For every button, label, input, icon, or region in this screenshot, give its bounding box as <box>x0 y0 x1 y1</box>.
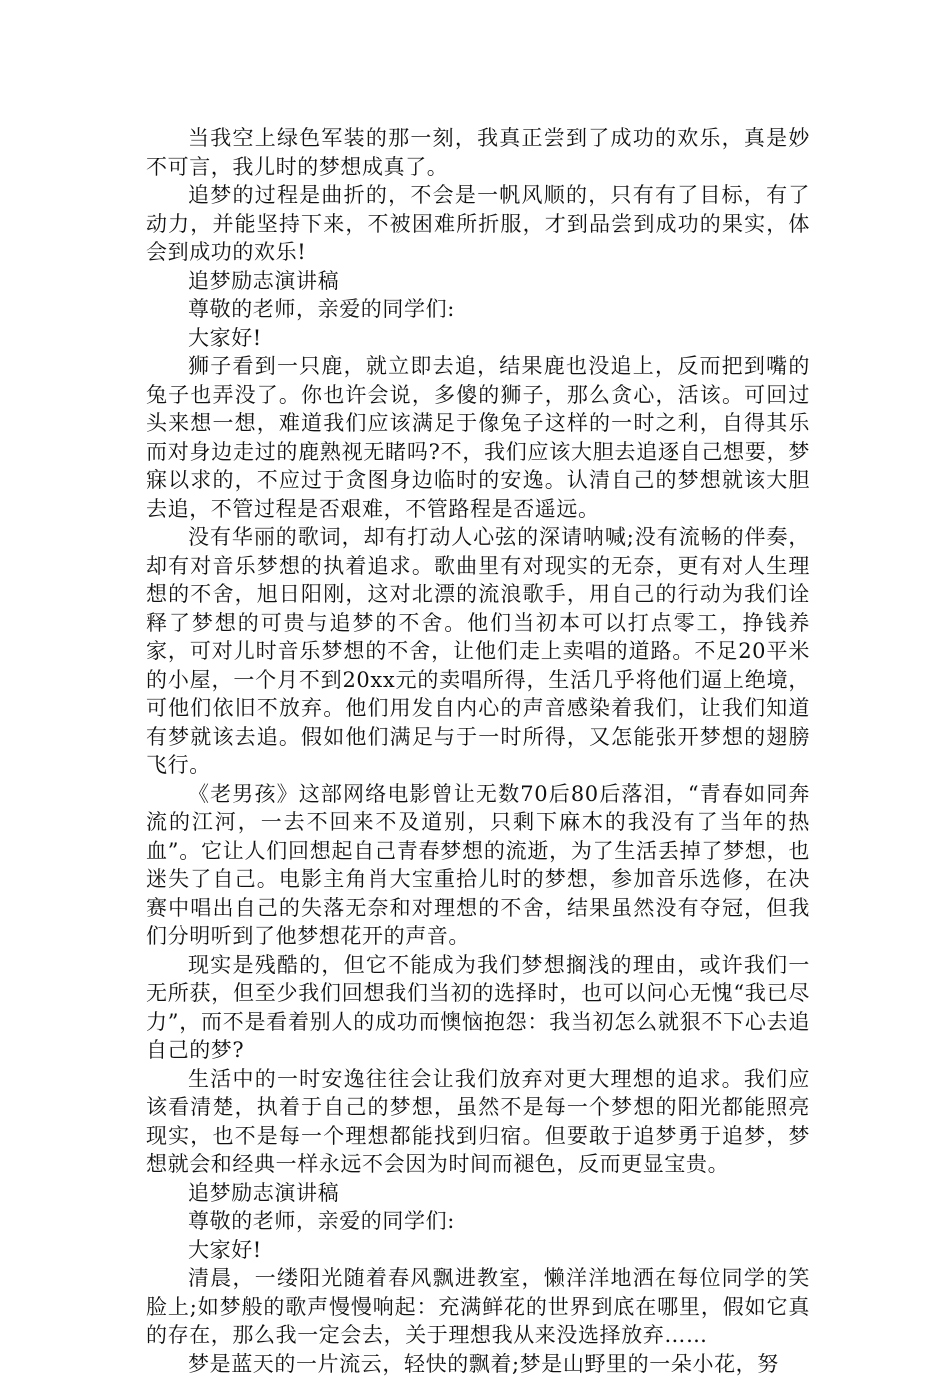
salutation: 尊敬的老师，亲爱的同学们: <box>146 1207 810 1236</box>
paragraph: 当我空上绿色军装的那一刻，我真正尝到了成功的欢乐，真是妙不可言，我儿时的梦想成真了。 <box>146 124 810 181</box>
paragraph: 梦是蓝天的一片流云，轻快的飘着;梦是山野里的一朵小花，努 <box>146 1350 810 1378</box>
paragraph: 《老男孩》这部网络电影曾让无数70后80后落泪，“青春如同奔流的江河，一去不回来不及道别，只剩下麻木的我没有了当年的热血”。它让人们回想起自己青春梦想的流逝，为了生活丢掉了梦想，也迷失了自己。电影主角肖大宝重拾儿时的梦想，参加音乐选修，在决赛中唱出自己的失落无奈和对理想的不舍，结果虽然没有夺冠，但我们分明听到了他梦想花开的声音。 <box>146 780 810 951</box>
paragraph: 生活中的一时安逸往往会让我们放弃对更大理想的追求。我们应该看清楚，执着于自己的梦想，虽然不是每一个梦想的阳光都能照亮现实，也不是每一个理想都能找到归宿。但要敢于追梦勇于追梦，梦想就会和经典一样永远不会因为时间而褪色，反而更显宝贵。 <box>146 1065 810 1179</box>
section-title: 追梦励志演讲稿 <box>146 267 810 296</box>
document-page <box>146 124 810 1378</box>
paragraph: 现实是残酷的，但它不能成为我们梦想搁浅的理由，或许我们一无所获，但至少我们回想我们当初的选择时，也可以问心无愧“我已尽力”，而不是看着别人的成功而懊恼抱怨：我当初怎么就狠不下心去追自己的梦? <box>146 951 810 1065</box>
greeting: 大家好! <box>146 1236 810 1265</box>
paragraph: 没有华丽的歌词，却有打动人心弦的深请呐喊;没有流畅的伴奏，却有对音乐梦想的执着追求。歌曲里有对现实的无奈，更有对人生理想的不舍，旭日阳刚，这对北漂的流浪歌手，用自己的行动为我们诠释了梦想的可贵与追梦的不舍。他们当初本可以打点零工，挣钱养家，可对儿时音乐梦想的不舍，让他们走上卖唱的道路。不足20平米的小屋，一个月不到20xx元的卖唱所得，生活几乎将他们逼上绝境，可他们依旧不放弃。他们用发自内心的声音感染着我们，让我们知道有梦就该去追。假如他们满足与于一时所得，又怎能张开梦想的翅膀飞行。 <box>146 523 810 780</box>
greeting: 大家好! <box>146 324 810 353</box>
paragraph: 追梦的过程是曲折的，不会是一帆风顺的，只有有了目标，有了动力，并能坚持下来，不被困难所折服，才到品尝到成功的果实，体会到成功的欢乐! <box>146 181 810 267</box>
salutation: 尊敬的老师，亲爱的同学们: <box>146 295 810 324</box>
paragraph: 清晨，一缕阳光随着春风飘进教室，懒洋洋地洒在每位同学的笑脸上;如梦般的歌声慢慢响起：充满鲜花的世界到底在哪里，假如它真的存在，那么我一定会去，关于理想我从来没选择放弃…… <box>146 1264 810 1350</box>
section-title: 追梦励志演讲稿 <box>146 1179 810 1208</box>
paragraph: 狮子看到一只鹿，就立即去追，结果鹿也没追上，反而把到嘴的兔子也弄没了。你也许会说，多傻的狮子，那么贪心，活该。可回过头来想一想，难道我们应该满足于像兔子这样的一时之利，自得其乐而对身边走过的鹿熟视无睹吗?不，我们应该大胆去追逐自己想要，梦寐以求的，不应过于贪图身边临时的安逸。认清自己的梦想就该大胆去追，不管过程是否艰难，不管路程是否遥远。 <box>146 352 810 523</box>
